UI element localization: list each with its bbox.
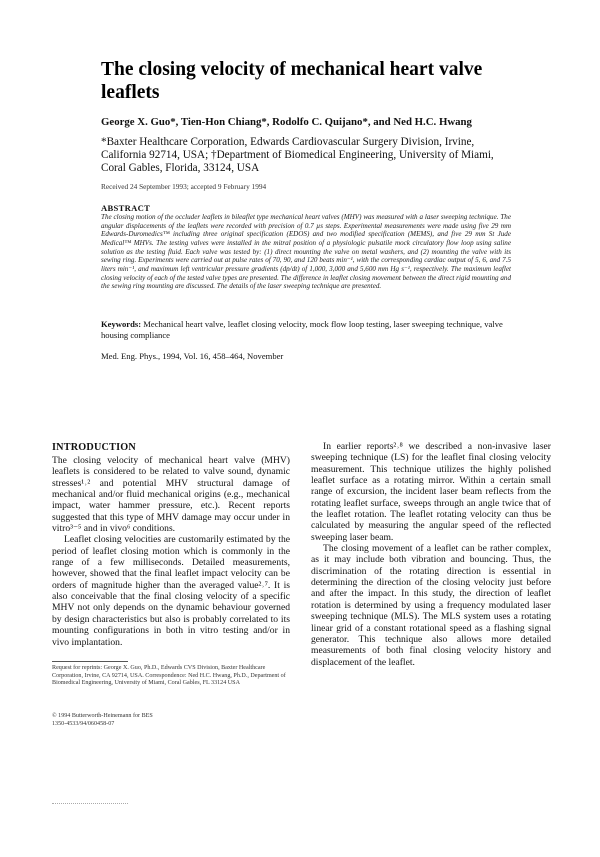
author-list: George X. Guo*, Tien-Hon Chiang*, Rodolfo C. Quijano*, and Ned H.C. Hwang — [101, 116, 472, 128]
abstract-text: The closing motion of the occluder leaflets in bileaflet type mechanical heart valves (MHV) was measured with a laser sweeping technique. The angular displacements of the leaflets were recorded with precision of 0.7 µs steps. Experimental measurements were made using five 29 mm Edwards-Duromedics™ including three original specification (EDOS) and two modified specification (MEMS), and five 29 mm St Jude Medical™ MHVs. The testing valves were installed in the mitral position of a physiologic pulsatile mock circulatory flow loop using saline solution as the testing fluid. Each valve was tested by: (1) direct mounting the valve on metal washers, and (2) mounting the valve with its sewing ring. Experiments were carried out at pulse rates of 70, 90, and 120 beats min⁻¹, with the corresponding cardiac output of 5, 6, and 7.5 liters min⁻¹, and maximum left ventricular pressure gradients (dp/dt) of 1,000, 3,000 and 5,600 mm Hg s⁻¹, respectively. The maximum leaflet closing velocity of each of the tested valve types are presented. The difference in leaflet closing movement between the direct rigid mounting and the sewing ring mounting are discussed. The details of the laser sweeping technique are presented. — [101, 213, 511, 291]
copyright-line: © 1994 Butterworth-Heinemann for BES — [52, 713, 153, 719]
reprint-footnote: Request for reprints: George X. Guo, Ph.D., Edwards CVS Division, Baxter Healthcare Corporation, Irvine, CA 92714, USA. Correspondence: Ned H.C. Hwang, Ph.D., Department of Biomedical Engineering, University of Miami, Coral Gables, FL 33124 USA — [52, 665, 286, 687]
abstract-heading: ABSTRACT — [101, 203, 151, 213]
left-column — [52, 442, 290, 648]
bottom-dotted-rule — [52, 803, 128, 804]
intro-paragraph-1: The closing velocity of mechanical heart valve (MHV) leaflets is considered to be related to valve sound, dynamic stresses¹˒² and potential MHV structural damage of mechanical and/or fluid mechanical origins (e.g., mechanical impact, water hammer pressure, etc.). Recent reports suggested that this type of MHV damage may occur under in vitro³⁻⁵ and in vivo⁶ conditions. — [52, 455, 290, 535]
copyright-notice — [52, 713, 290, 728]
introduction-heading: INTRODUCTION — [52, 442, 136, 453]
affiliation: *Baxter Healthcare Corporation, Edwards Cardiovascular Surgery Division, Irvine, California 92714, USA; †Department of Biomedical Engineering, University of Miami, Coral Gables, Florida, 33124, USA — [101, 136, 494, 174]
journal-citation: Med. Eng. Phys., 1994, Vol. 16, 458–464, November — [101, 351, 284, 361]
issn-line: 1350-4533/94/060458-07 — [52, 720, 115, 727]
intro-paragraph-4: The closing movement of a leaflet can be rather complex, as it may include both vibration and bouncing. Thus, the discrimination of the rotating direction is essential in determining the direction of the closing velocity just before and after the impact. In this study, the direction of leaflet rotation is determined by using a frequency modulated laser sweeping technique (MLS). The MLS system uses a rotating linear grid of a constant rotational speed as a flashing signal generator. This technique also allows more detailed measurements of both final closing velocity history and displacement of the leaflet. — [311, 543, 551, 668]
keywords — [101, 319, 511, 341]
footnote-rule — [52, 661, 128, 662]
received-dates: Received 24 September 1993; accepted 9 February 1994 — [101, 182, 267, 191]
keywords-label: Keywords: — [101, 319, 142, 329]
right-column — [311, 441, 551, 668]
keywords-text: Mechanical heart valve, leaflet closing velocity, mock flow loop testing, laser sweeping technique, valve housing compliance — [101, 319, 503, 340]
intro-paragraph-3: In earlier reports²˒⁸ we described a non-invasive laser sweeping technique (LS) for the leaflet final closing velocity measurement. This technique utilizes the highly polished leaflet surface as a rotating mirror. Within a certain small range of excursion, the incident laser beam reflects from the rotating leaflet surface, sweeps through an angle twice that of the leaflet rotation. The leaflet rotating velocity can thus be calculated by measuring the angular speed of the reflected sweeping laser beam. — [311, 441, 551, 543]
intro-paragraph-2: Leaflet closing velocities are customarily estimated by the period of leaflet closing motion which is commonly in the range of a few milliseconds. Detailed measurements, however, showed that the final leaflet impact velocity can be orders of magnitude higher than the averaged value²˒⁷. It is also conceivable that the final closing velocity of a specific MHV not only depends on the dynamic behaviour governed by design characteristics but also is probably correlated to its mounting configurations in both in vitro testing and/or in vivo implantation. — [52, 534, 290, 648]
article-title: The closing velocity of mechanical heart valve leaflets — [101, 59, 483, 103]
